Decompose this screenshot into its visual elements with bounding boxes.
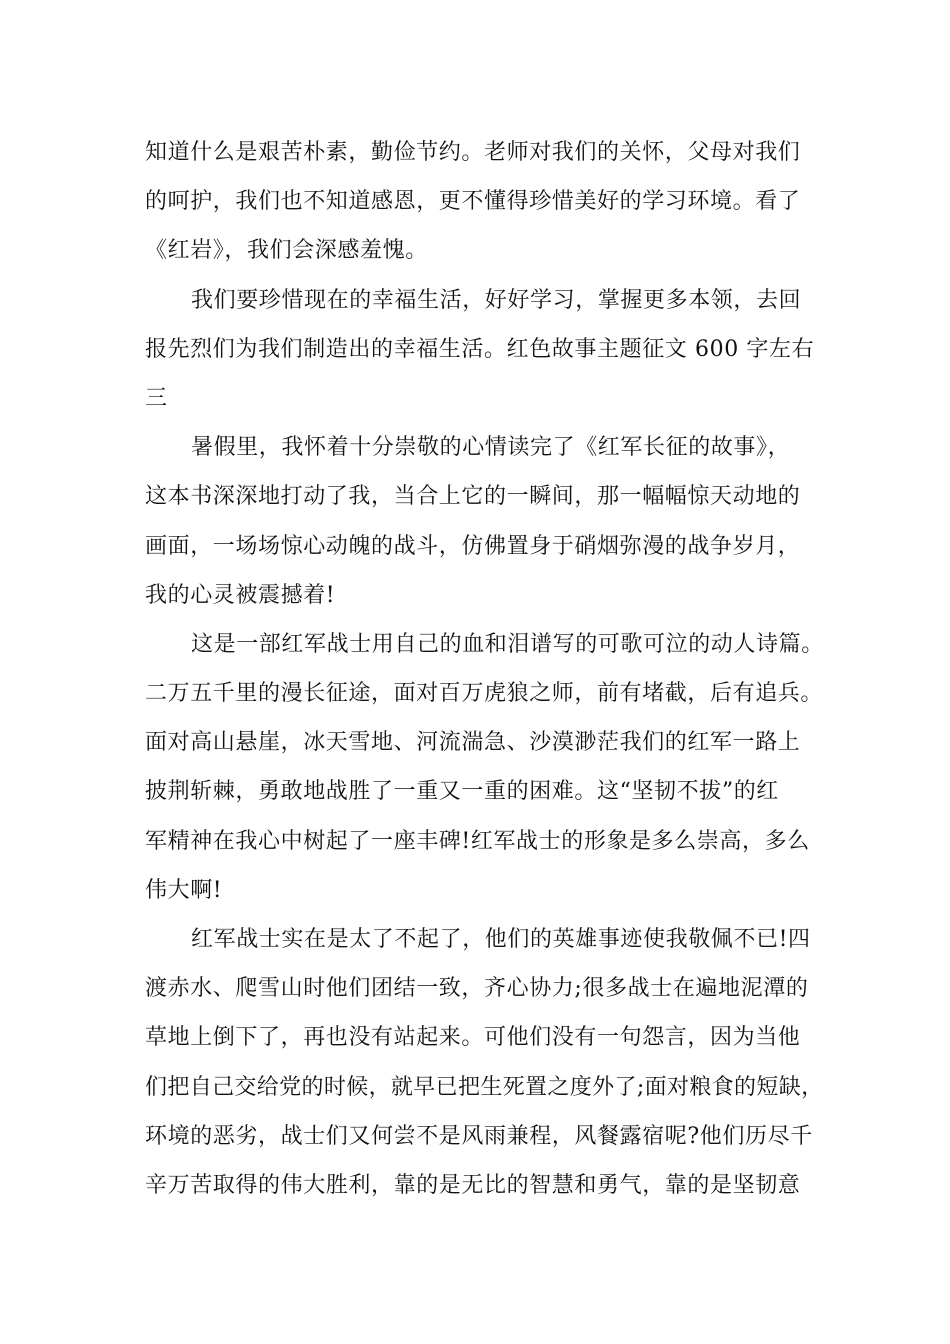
paragraph (145, 276, 825, 424)
text-line: 草地上倒下了，再也没有站起来。可他们没有一句怨言，因为当他 (145, 1025, 801, 1051)
text-line: 画面，一场场惊心动魄的战斗，仿佛置身于硝烟弥漫的战争岁月， (145, 533, 801, 559)
paragraph (145, 423, 825, 620)
text-line: 军精神在我心中树起了一座丰碑!红军战士的形象是多么崇高，多么 (145, 828, 810, 854)
text-line: 这是一部红军战士用自己的血和泪谱写的可歌可泣的动人诗篇。 (191, 631, 824, 657)
text-line: 知道什么是艰苦朴素，勤俭节约。老师对我们的关怀，父母对我们 (145, 140, 801, 165)
text-line: 这本书深深地打动了我，当合上它的一瞬间，那一幅幅惊天动地的 (145, 484, 801, 510)
text-line: 报先烈们为我们制造出的幸福生活。红色故事主题征文 600 字左右 (145, 336, 815, 362)
text-line: 面对高山悬崖，冰天雪地、河流湍急、沙漠渺茫我们的红军一路上 (145, 730, 801, 756)
text-line: 暑假里，我怀着十分崇敬的心情读完了《红军长征的故事》， (191, 435, 791, 461)
text-line: 们把自己交给党的时候，就早已把生死置之度外了;面对粮食的短缺， (145, 1074, 824, 1100)
text-line: 《红岩》，我们会深感羞愧。 (145, 238, 428, 264)
paragraph (145, 915, 825, 1210)
document-body (145, 128, 825, 1210)
text-line: 伟大啊! (145, 877, 223, 903)
text-line: 三 (145, 385, 168, 411)
text-line: 我们要珍惜现在的幸福生活，好好学习，掌握更多本领，去回 (191, 287, 802, 313)
text-line: 红军战士实在是太了不起了，他们的英雄事迹使我敬佩不已!四 (191, 927, 811, 952)
text-line: 二万五千里的漫长征途，面对百万虎狼之师，前有堵截，后有追兵。 (145, 681, 824, 707)
text-line: 披荆斩棘，勇敢地战胜了一重又一重的困难。这“坚韧不拔”的红 (145, 779, 779, 805)
paragraph (145, 128, 825, 276)
text-line: 辛万苦取得的伟大胜利，靠的是无比的智慧和勇气，靠的是坚韧意 (145, 1172, 801, 1198)
text-line: 我的心灵被震撼着! (145, 582, 336, 608)
text-line: 的呵护，我们也不知道感恩，更不懂得珍惜美好的学习环境。看了 (145, 189, 801, 215)
paragraph (145, 620, 825, 915)
text-line: 环境的恶劣，战士们又何尝不是风雨兼程，风餐露宿呢?他们历尽千 (145, 1123, 813, 1149)
text-line: 渡赤水、爬雪山时他们团结一致，齐心协力;很多战士在遍地泥潭的 (145, 976, 809, 1002)
